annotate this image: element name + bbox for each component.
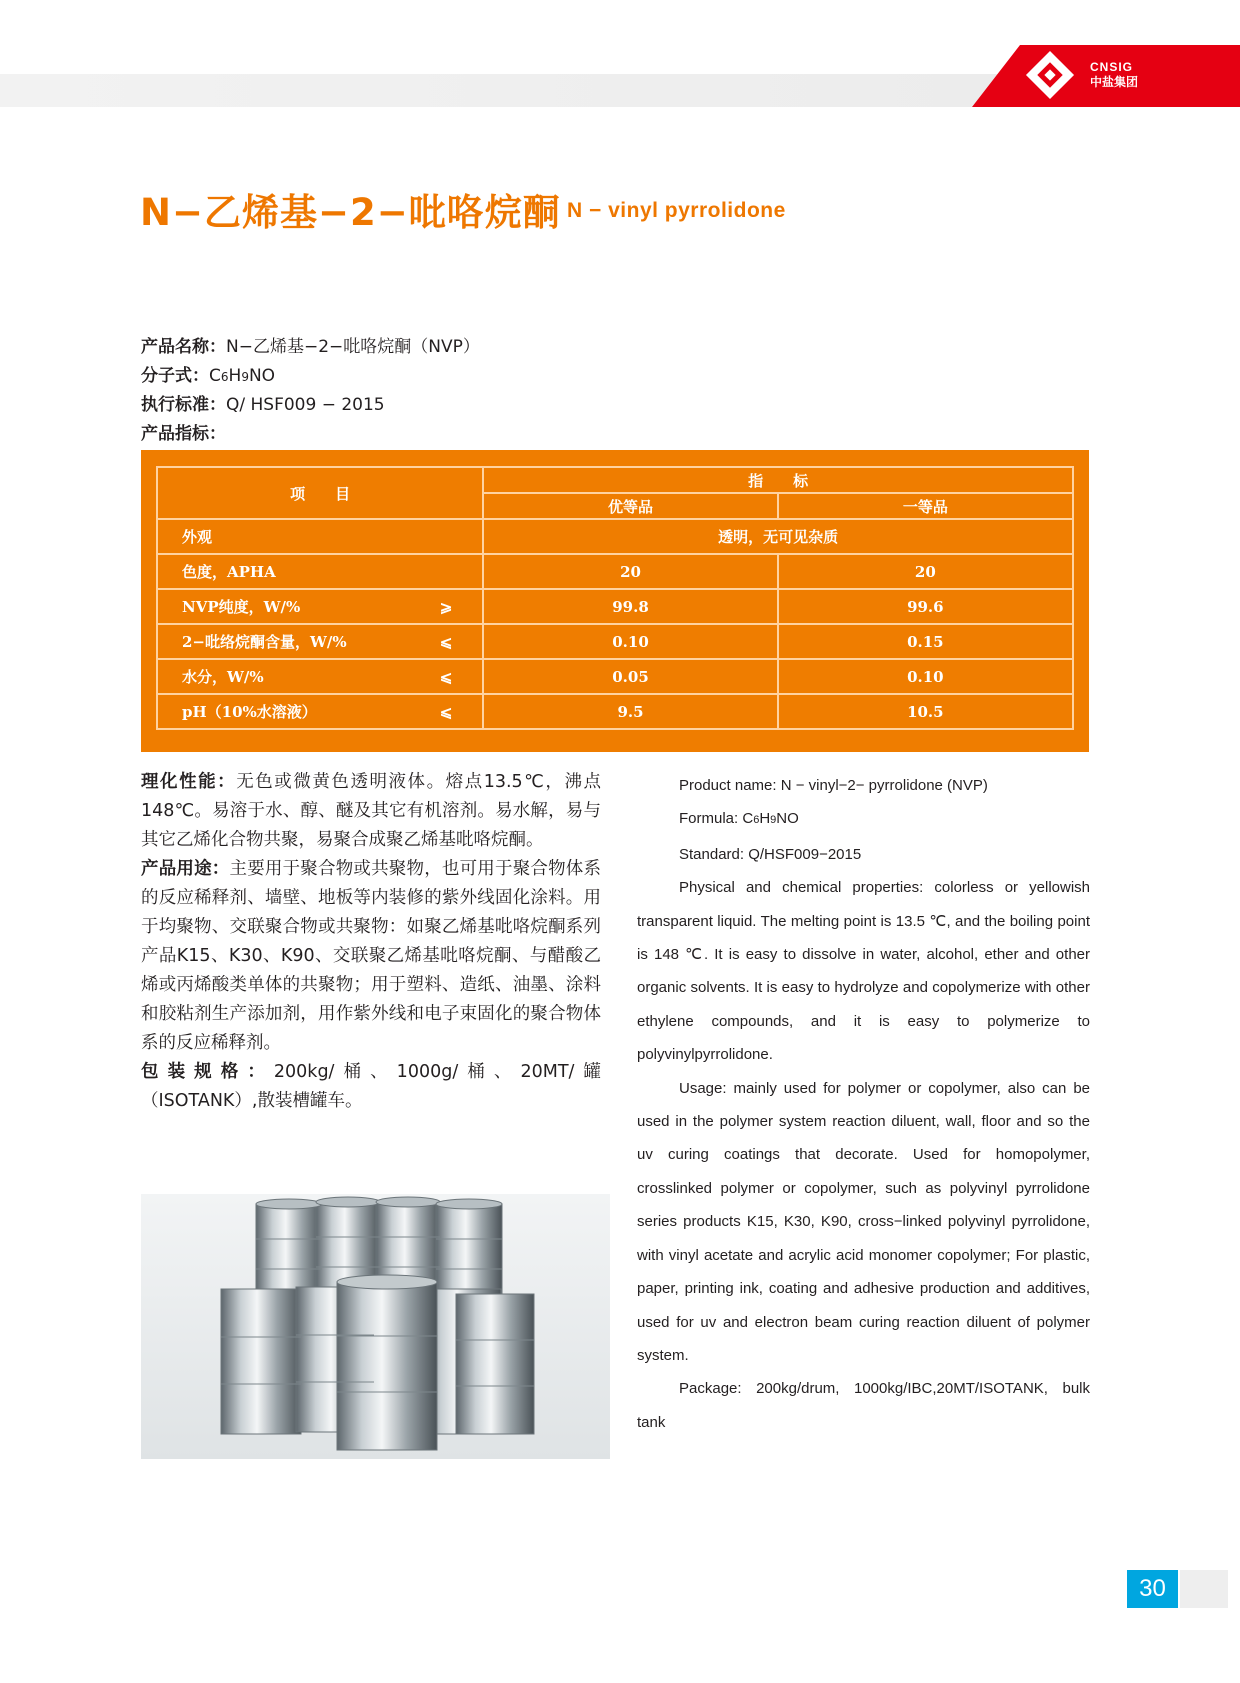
logo-en: CNSIG <box>1090 60 1134 74</box>
row-symbol: ⩾ <box>439 598 453 616</box>
standard-value: Q/ HSF009 − 2015 <box>226 395 385 415</box>
formula-no: NO <box>248 366 276 386</box>
logo-cn: 中盐集团 <box>1090 75 1139 89</box>
col-header-index: 指 标 <box>483 467 1073 493</box>
en-product-name: Product name: N − vinyl−2− pyrrolidone (NVP) <box>679 777 988 794</box>
standard-line <box>141 390 385 415</box>
col-header-grade1: 优等品 <box>483 493 777 519</box>
cn-properties-label: 理化性能： <box>141 772 237 792</box>
row-item: pH（10%水溶液） <box>182 703 317 721</box>
table-row <box>157 659 1073 694</box>
page-number-bar <box>1180 1570 1228 1608</box>
cn-package-label: 包装规格： <box>141 1062 274 1082</box>
formula-c: C <box>209 366 221 386</box>
row-value-grade1: 0.05 <box>483 659 777 694</box>
cn-usage <box>141 855 601 1058</box>
en-formula-sub-9: 9 <box>770 814 777 827</box>
table-row <box>157 694 1073 729</box>
cn-usage-text: 主要用于聚合物或共聚物，也可用于聚合物体系的反应稀释剂、墙壁、地板等内装修的紫外线固化涂料。用于均聚物、交联聚合物或共聚物：如聚乙烯基吡咯烷酮系列产品K15、K30、K90、交联聚乙烯基吡咯烷酮、与醋酸乙烯或丙烯酸类单体的共聚物；用于塑料、造纸、油墨、涂料和胶粘剂生产添加剂，用作紫外线和电子束固化的聚合物体系的反应稀释剂。 <box>141 859 601 1053</box>
en-package: Package: 200kg/drum, 1000kg/IBC,20MT/ISOTANK, bulk tank <box>637 1380 1090 1431</box>
cn-properties <box>141 768 601 855</box>
product-name-label: 产品名称： <box>141 337 226 357</box>
row-item-cell <box>157 624 483 659</box>
row-item: 色度，APHA <box>182 563 276 581</box>
page-title-en: N − vinyl pyrrolidone <box>567 199 786 222</box>
row-symbol: ⩽ <box>439 703 453 721</box>
cn-description <box>141 768 601 1116</box>
standard-label: 执行标准： <box>141 395 226 415</box>
col-header-grade2: 一等品 <box>778 493 1073 519</box>
row-item-cell <box>157 694 483 729</box>
row-item-cell <box>157 659 483 694</box>
en-usage: Usage: mainly used for polymer or copolymer, also can be used in the polymer system reaction diluent, wall, floor and so the uv curing coatings that decorate. Used for homopolymer, crosslinked polymer or copolymer, such as polyvinyl pyrrolidone series products K15, K30, K90, cross−linked polyvinyl pyrrolidone, with vinyl acetate and acrylic acid monomer copolymer; For plastic, paper, printing ink, coating and adhesive production and additives, used for uv and electron beam curing reaction diluent of polymer system. <box>637 1079 1090 1364</box>
row-value-grade1: 9.5 <box>483 694 777 729</box>
row-item-cell <box>157 554 483 589</box>
formula-h: H <box>228 366 242 386</box>
row-value-grade2: 99.6 <box>778 589 1073 624</box>
row-item: NVP纯度，W/% <box>182 598 301 616</box>
row-value-grade1: 99.8 <box>483 589 777 624</box>
spec-heading <box>141 419 226 444</box>
en-formula-h: H <box>759 810 771 828</box>
cn-package <box>141 1058 601 1116</box>
row-item: 水分，W/% <box>182 668 264 686</box>
en-formula <box>637 802 1090 837</box>
formula-sub-9: 9 <box>241 370 249 384</box>
en-formula-no: NO <box>776 810 799 828</box>
en-formula-pre: Formula: C <box>679 810 754 828</box>
cn-properties-text: 无色或微黄色透明液体。熔点13.5℃，沸点148℃。易溶于水、醇、醚及其它有机溶剂。易水解，易与其它乙烯化合物共聚，易聚合成聚乙烯基吡咯烷酮。 <box>141 772 601 850</box>
product-name-line <box>141 332 480 357</box>
page-number: 30 <box>1127 1570 1178 1608</box>
en-formula-sub-6: 6 <box>753 814 760 827</box>
row-symbol: ⩽ <box>439 668 453 686</box>
formula-label: 分子式： <box>141 366 209 386</box>
cn-usage-label: 产品用途： <box>141 859 230 879</box>
table-row <box>157 589 1073 624</box>
en-properties: Physical and chemical properties: colorless or yellowish transparent liquid. The melting point is 13.5 ℃, and the boiling point is 148 ℃. It is easy to dissolve in water, alcohol, ether and other organic solvents. It is easy to hydrolyze and copolymerize with other ethylene compounds, and it is easy to polymerize to polyvinylpyrrolidone. <box>637 879 1090 1064</box>
header-band <box>0 74 1020 107</box>
formula-line <box>141 361 275 386</box>
page-title-cn: N−乙烯基−2−吡咯烷酮 <box>140 191 561 234</box>
row-value-grade1: 0.10 <box>483 624 777 659</box>
spec-table <box>156 466 1074 730</box>
table-row <box>157 519 1073 554</box>
row-item: 外观 <box>157 519 483 554</box>
row-value-grade1: 20 <box>483 554 777 589</box>
row-value-grade2: 10.5 <box>778 694 1073 729</box>
spec-label: 产品指标： <box>141 424 226 444</box>
product-photo-drums <box>141 1194 610 1459</box>
en-standard: Standard: Q/HSF009−2015 <box>679 845 862 863</box>
spec-table-box <box>141 450 1089 752</box>
cn-package-text: 200kg/桶、1000g/桶、20MT/罐（ISOTANK）,散装槽罐车。 <box>141 1062 601 1111</box>
table-row <box>157 554 1073 589</box>
brand-logo <box>1090 60 1138 90</box>
row-item: 2−吡络烷酮含量，W/% <box>182 633 347 651</box>
row-symbol: ⩽ <box>439 633 453 651</box>
row-value-grade2: 20 <box>778 554 1073 589</box>
col-header-item: 项 目 <box>157 467 483 519</box>
row-value-grade2: 0.15 <box>778 624 1073 659</box>
en-description <box>637 769 1090 1439</box>
table-row <box>157 624 1073 659</box>
product-name-value: N−乙烯基−2−吡咯烷酮（NVP） <box>226 337 480 357</box>
row-value-merged: 透明，无可见杂质 <box>483 519 1073 554</box>
row-value-grade2: 0.10 <box>778 659 1073 694</box>
formula-sub-6: 6 <box>220 370 229 384</box>
row-item-cell <box>157 589 483 624</box>
